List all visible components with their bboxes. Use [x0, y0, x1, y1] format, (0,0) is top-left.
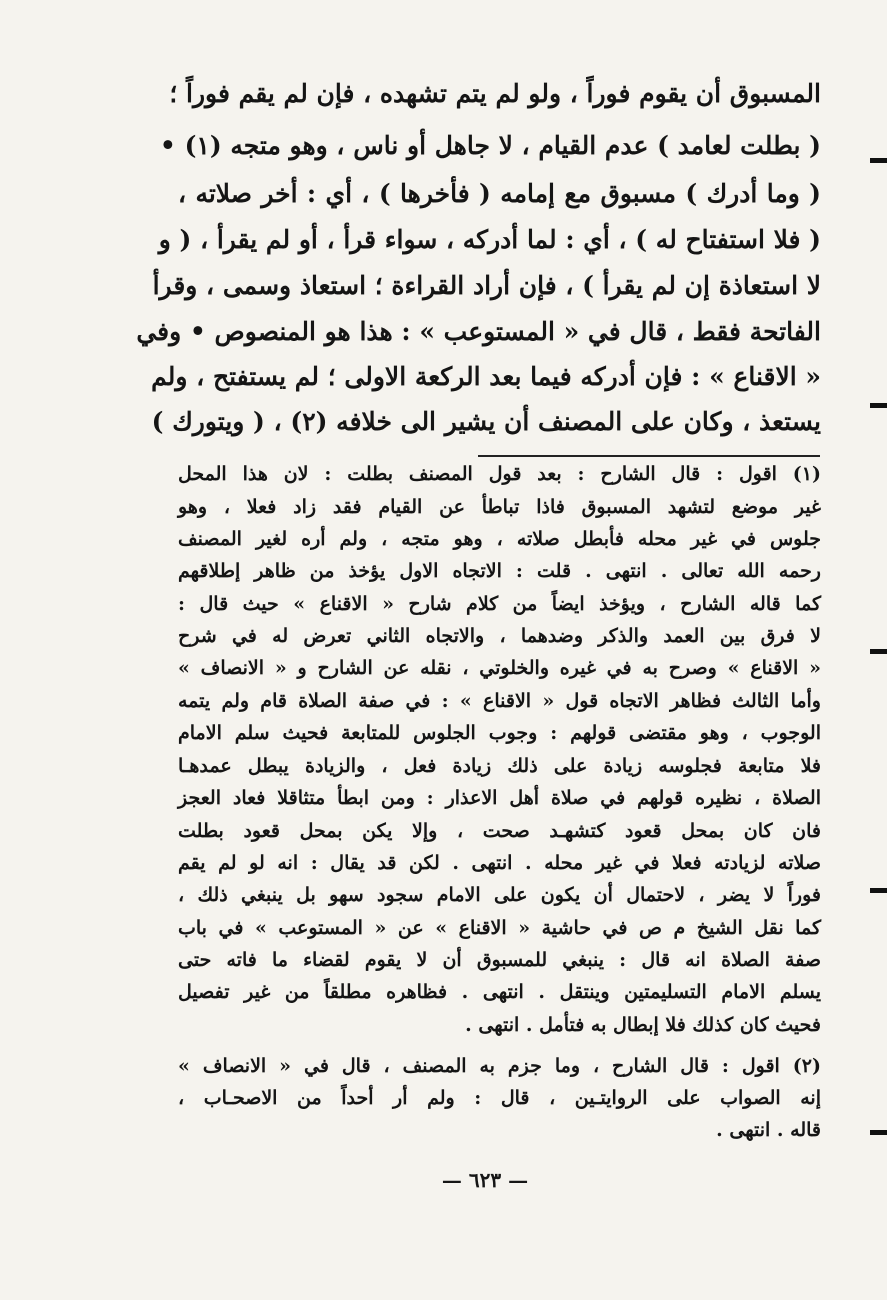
footnote-line: رحمه الله تعالى . انتهى . قلت : الاتجاه الاول يؤخذ من ظاهر إطلاقهم: [178, 560, 821, 582]
footnote-line: وأما الثالث فظاهر الاتجاه قول « الاقناع » : في صفة الصلاة قام ولم يتمه: [178, 690, 821, 712]
footnote-line: غير موضع لتشهد المسبوق فاذا تباطأ عن القيام فقد زاد فعلا ، وهو: [178, 496, 821, 518]
main-text-line: ( وما أدرك ) مسبوق مع إمامه ( فأخرها ) ، أي : أخر صلاته ،: [178, 179, 821, 208]
margin-mark: [870, 403, 887, 408]
footnote-line: لا فرق بين العمد والذكر وضدهما ، والاتجاه الثاني تعرض له في شرح: [178, 625, 821, 647]
footnote-line: صفة الصلاة انه قال : ينبغي للمسبوق أن لا يقوم لقضاء ما فاته حتى: [178, 949, 821, 971]
footnote-line: الوجوب ، وهو مقتضى قولهم : وجوب الجلوس للمتابعة فحيث سلم الامام: [178, 722, 821, 744]
main-text-line: لا استعاذة إن لم يقرأ ) ، فإن أراد القراءة ؛ استعاذ وسمى ، وقرأ: [152, 271, 821, 300]
main-text-line: « الاقناع » : فإن أدركه فيما بعد الركعة الاولى ؛ لم يستفتح ، ولم: [151, 362, 821, 391]
main-text-line: المسبوق أن يقوم فوراً ، ولو لم يتم تشهده ، فإن لم يقم فوراً ؛: [169, 79, 821, 108]
main-text-line: ( فلا استفتاح له ) ، أي : لما أدركه ، سواء قرأ ، أو لم يقرأ ، ( و: [158, 225, 821, 254]
margin-mark: [870, 158, 887, 163]
footnote-line: يسلم الامام التسليمتين وينتقل . انتهى . فظاهره مطلقاً من غير تفصيل: [178, 981, 821, 1003]
footnote-line: جلوس في غير محله فأبطل صلاته ، وهو متجه ، ولم أره لغير المصنف: [178, 528, 821, 550]
footnote-line: « الاقناع » وصرح به في غيره والخلوتي ، نقله عن الشارح و « الانصاف »: [178, 657, 821, 679]
footnote-line: كما نقل الشيخ م ص في حاشية « الاقناع » عن « المستوعب » في باب: [178, 917, 821, 939]
footnote-line: فان كان بمحل قعود كتشهـد صحت ، وإلا يكن بمحل قعود بطلت: [178, 820, 821, 842]
footnote-line: فوراً لا يضر ، لاحتمال أن يكون على الامام سجود سهو بل ينبغي ذلك ،: [178, 884, 821, 906]
footnote-line: قاله . انتهى .: [716, 1119, 821, 1141]
footnote-line: فحيث كان كذلك فلا إبطال به فتأمل . انتهى .: [465, 1014, 821, 1036]
footnote-line: (٢) اقول : قال الشارح ، وما جزم به المصنف ، قال في « الانصاف »: [178, 1055, 821, 1077]
margin-mark: [870, 649, 887, 654]
footnote-line: الصلاة ، نظيره قولهم في صلاة أهل الاعذار : ومن ابطأ متثاقلا فعاد العجز: [178, 787, 821, 809]
main-text-line: ( بطلت لعامد ) عدم القيام ، لا جاهل أو ناس ، وهو متجه (١) •: [159, 131, 821, 160]
main-text-line: يستعذ ، وكان على المصنف أن يشير الى خلافه (٢) ، ( ويتورك ): [151, 407, 821, 436]
main-text-line: الفاتحة فقط ، قال في « المستوعب » : هذا هو المنصوص • وفي: [136, 317, 821, 346]
margin-mark: [870, 888, 887, 893]
footnote-line: إنه الصواب على الروايتـين ، قال : ولم أر أحداً من الاصحـاب ،: [178, 1087, 821, 1109]
footnote-line: كما قاله الشارح ، ويؤخذ ايضاً من كلام شارح « الاقناع » حيث قال :: [178, 593, 821, 615]
footnote-line: صلاته لزيادته فعلا في غير محله . انتهى . لكن قد يقال : انه لو لم يقم: [178, 852, 821, 874]
page-number: — ٦٢٣ —: [441, 1168, 529, 1192]
footnote-line: (١) اقول : قال الشارح : بعد قول المصنف بطلت : لان هذا المحل: [178, 463, 821, 485]
footnote-separator: [478, 455, 820, 457]
margin-mark: [870, 1130, 887, 1135]
footnote-line: فلا متابعة فجلوسه زيادة على ذلك زيادة فعل ، والزيادة يبطل عمدهـا: [178, 755, 821, 777]
